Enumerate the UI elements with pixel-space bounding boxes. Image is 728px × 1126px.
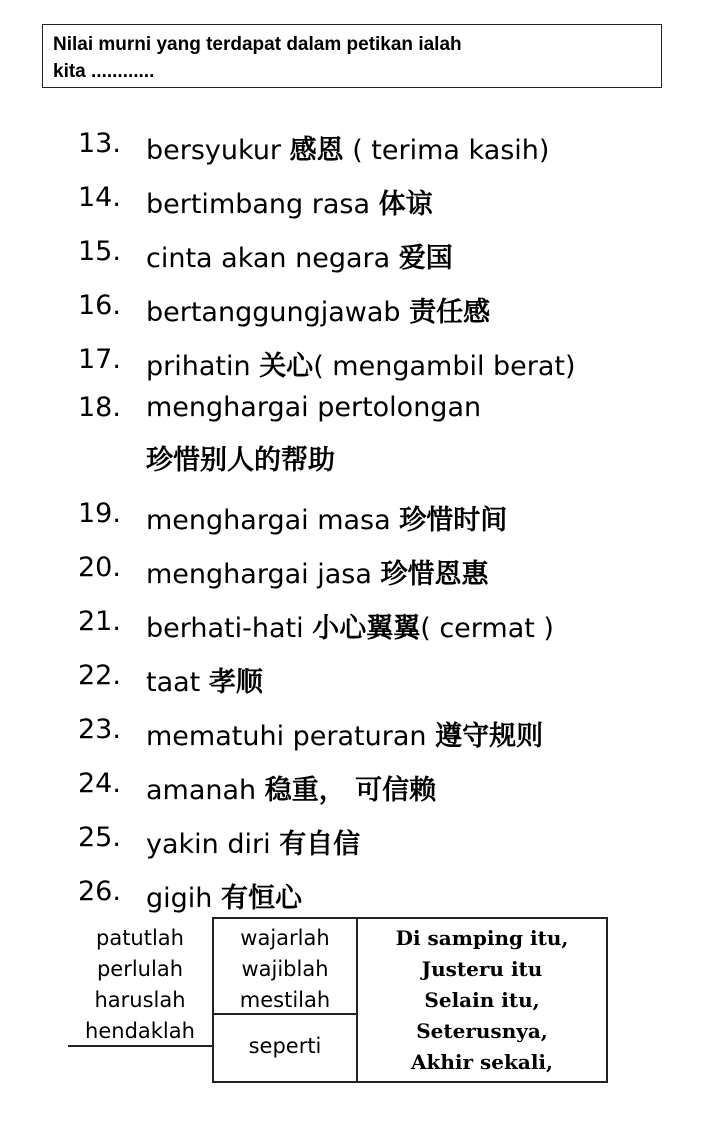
list-item bbox=[0, 226, 728, 280]
item-malay: bersyukur bbox=[146, 135, 290, 166]
item-extra: ( terima kasih) bbox=[343, 135, 550, 166]
item-number: 25. bbox=[78, 822, 121, 853]
item-chinese: 珍惜时间 bbox=[399, 505, 508, 536]
list-item bbox=[0, 704, 728, 758]
item-malay: amanah bbox=[146, 775, 265, 806]
table-phrase: Seterusnya, bbox=[416, 1019, 548, 1043]
item-malay: bertanggungjawab bbox=[146, 297, 410, 328]
item-number: 18. bbox=[78, 392, 121, 423]
obligation-words-column bbox=[212, 917, 358, 1083]
item-malay: yakin diri bbox=[146, 829, 280, 860]
list-item bbox=[0, 650, 728, 704]
list-item bbox=[0, 118, 728, 172]
item-malay: gigih bbox=[146, 883, 221, 914]
item-chinese: 遵守规则 bbox=[435, 721, 544, 752]
list-item bbox=[0, 488, 728, 542]
item-chinese: 孝顺 bbox=[208, 667, 263, 698]
item-number: 19. bbox=[78, 498, 121, 529]
table-word: perlulah bbox=[96, 957, 184, 981]
item-chinese: 珍惜别人的帮助 bbox=[146, 445, 335, 476]
connector-words-table bbox=[68, 917, 608, 1083]
item-malay: mematuhi peraturan bbox=[146, 721, 436, 752]
item-malay: cinta akan negara bbox=[146, 243, 399, 274]
item-number: 20. bbox=[78, 552, 121, 583]
item-number: 14. bbox=[78, 182, 121, 213]
item-chinese: 珍惜恩惠 bbox=[380, 559, 489, 590]
table-phrase: Akhir sekali, bbox=[411, 1050, 553, 1074]
item-number: 17. bbox=[78, 344, 121, 375]
question-box bbox=[42, 24, 662, 88]
item-malay: bertimbang rasa bbox=[146, 189, 379, 220]
item-number: 23. bbox=[78, 714, 121, 745]
item-number: 15. bbox=[78, 236, 121, 267]
table-phrase: Di samping itu, bbox=[395, 926, 569, 950]
item-number: 26. bbox=[78, 876, 121, 907]
list-item bbox=[0, 758, 728, 812]
item-malay: menghargai pertolongan bbox=[146, 392, 482, 423]
item-malay: prihatin bbox=[146, 351, 260, 382]
table-phrase: Selain itu, bbox=[424, 988, 540, 1012]
item-chinese: 稳重， 可信赖 bbox=[264, 775, 437, 806]
list-item bbox=[0, 542, 728, 596]
item-chinese: 有恒心 bbox=[220, 883, 302, 914]
item-chinese: 有自信 bbox=[279, 829, 361, 860]
modal-verbs-column bbox=[68, 917, 212, 1047]
item-malay: taat bbox=[146, 667, 209, 698]
table-word: wajiblah bbox=[241, 957, 329, 981]
table-word: hendaklah bbox=[85, 1019, 195, 1043]
item-number: 13. bbox=[78, 128, 121, 159]
item-chinese: 感恩 bbox=[289, 135, 344, 166]
item-extra: ( mengambil berat) bbox=[313, 351, 576, 382]
item-number: 16. bbox=[78, 290, 121, 321]
question-line-1: Nilai murni yang terdapat dalam petikan ialah bbox=[53, 34, 462, 55]
transition-phrases-column bbox=[358, 917, 608, 1083]
item-chinese: 小心翼翼 bbox=[312, 613, 421, 644]
list-item bbox=[0, 172, 728, 226]
item-chinese: 爱国 bbox=[398, 243, 453, 274]
item-chinese: 关心 bbox=[259, 351, 314, 382]
list-item bbox=[0, 596, 728, 650]
item-number: 24. bbox=[78, 768, 121, 799]
table-word: patutlah bbox=[96, 926, 184, 950]
question-line-2: kita ............ bbox=[53, 61, 155, 82]
list-item bbox=[0, 812, 728, 866]
item-extra: ( cermat ) bbox=[420, 613, 554, 644]
item-malay: menghargai masa bbox=[146, 505, 400, 536]
table-word: mestilah bbox=[239, 988, 331, 1012]
item-malay: menghargai jasa bbox=[146, 559, 381, 590]
item-malay: berhati-hati bbox=[146, 613, 313, 644]
values-list bbox=[0, 118, 728, 920]
table-word: wajarlah bbox=[240, 926, 330, 950]
list-item bbox=[0, 382, 728, 488]
table-word: seperti bbox=[248, 1034, 322, 1058]
list-item bbox=[0, 280, 728, 334]
item-number: 22. bbox=[78, 660, 121, 691]
list-item bbox=[0, 334, 728, 382]
list-item bbox=[0, 866, 728, 920]
item-chinese: 责任感 bbox=[409, 297, 491, 328]
table-phrase: Justeru itu bbox=[421, 957, 543, 981]
item-chinese: 体谅 bbox=[378, 189, 433, 220]
item-number: 21. bbox=[78, 606, 121, 637]
table-word: haruslah bbox=[94, 988, 186, 1012]
